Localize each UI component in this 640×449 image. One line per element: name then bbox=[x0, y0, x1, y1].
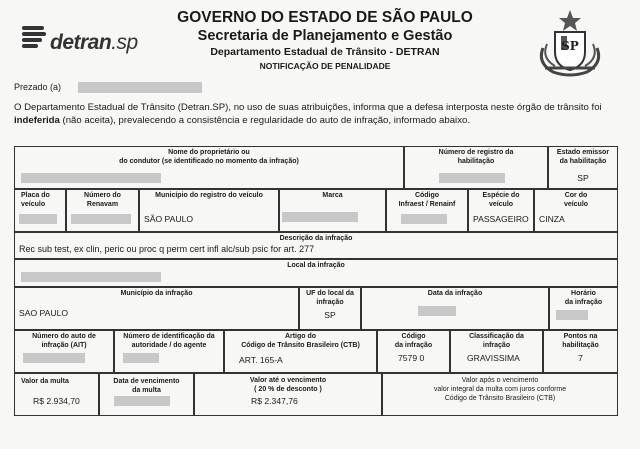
codigo-infracao-value: 7579 0 bbox=[398, 353, 425, 363]
redacted-vencimento bbox=[114, 396, 170, 406]
redacted-placa bbox=[19, 214, 57, 224]
artigo-value: ART. 165-A bbox=[239, 355, 283, 365]
renavam-cell: Número do Renavam bbox=[66, 189, 139, 232]
artigo-cell: Artigo do Código de Trânsito Brasileiro (CTB) ART. 165-A bbox=[224, 330, 377, 373]
intro-paragraph: O Departamento Estadual de Trânsito (Detran.SP), no uso de suas atribuições, informa que a defesa interposta neste órgão de trânsito foi indeferida (não aceita), prevalecendo a consistência e regularidade do auto de infração, informado abaixo. bbox=[14, 102, 602, 126]
classificacao-cell: Classificação da infração GRAVISSIMA bbox=[450, 330, 543, 373]
uf-value: SP bbox=[324, 310, 336, 320]
redacted-local bbox=[21, 272, 161, 282]
valor-desconto-cell: Valor até o vencimento ( 20 % de desconto ) R$ 2.347,76 bbox=[194, 373, 382, 416]
redacted-recipient-name bbox=[78, 82, 202, 93]
document-header bbox=[140, 8, 510, 73]
header-government: GOVERNO DO ESTADO DE SÃO PAULO bbox=[177, 9, 473, 26]
cor-value: CINZA bbox=[539, 214, 565, 224]
estado-value: SP bbox=[577, 173, 589, 183]
redacted-horario bbox=[556, 310, 588, 320]
uf-cell: UF do local da infração SP bbox=[299, 287, 361, 330]
auto-cell: Número do auto de infração (AIT) bbox=[14, 330, 114, 373]
municipio-infracao-value: SAO PAULO bbox=[19, 308, 69, 318]
classificacao-value: GRAVISSIMA bbox=[467, 353, 520, 363]
detran-logo-mark-icon bbox=[22, 26, 48, 52]
cor-cell: Cor do veículo CINZA bbox=[534, 189, 618, 232]
detran-logo bbox=[22, 24, 144, 62]
redacted-registro bbox=[439, 173, 505, 183]
sp-coat-of-arms-icon bbox=[533, 8, 607, 78]
registro-cell: Número de registro da habilitação bbox=[404, 146, 548, 189]
redacted-owner-name bbox=[21, 173, 161, 183]
detran-logo-text: detran.sp bbox=[50, 31, 138, 54]
agente-cell: Número de identificação da autoridade / do agente bbox=[114, 330, 224, 373]
estado-cell: Estado emissor da habilitação SP bbox=[548, 146, 618, 189]
owner-cell: Nome do proprietário ou do condutor (se identificado no momento da infração) bbox=[14, 146, 404, 189]
redacted-auto bbox=[23, 353, 85, 363]
redacted-data-infracao bbox=[418, 306, 456, 316]
valor-desconto-value: R$ 2.347,76 bbox=[251, 396, 298, 406]
local-cell: Local da infração bbox=[14, 259, 618, 287]
municipio-infracao-cell: Município da infração SAO PAULO bbox=[14, 287, 299, 330]
redacted-agente bbox=[123, 353, 159, 363]
data-infracao-cell: Data da infração bbox=[361, 287, 549, 330]
redacted-renavam bbox=[71, 214, 131, 224]
valor-multa-value: R$ 2.934,70 bbox=[33, 396, 80, 406]
header-department: Departamento Estadual de Trânsito - DETRAN bbox=[210, 46, 440, 58]
header-notification-title: NOTIFICAÇÃO DE PENALIDADE bbox=[259, 61, 391, 71]
header-secretaria: Secretaria de Planejamento e Gestão bbox=[197, 28, 453, 44]
vencimento-cell: Data de vencimento da multa bbox=[99, 373, 194, 416]
codigo-cell: Código Infraest / Renainf bbox=[386, 189, 468, 232]
greeting-label: Prezado (a) bbox=[14, 82, 62, 92]
valor-apos-cell: Valor após o vencimento valor integral da multa com juros conforme Código de Trânsito Brasileiro (CTB) bbox=[382, 373, 618, 416]
penalty-form bbox=[14, 146, 618, 417]
descricao-cell: Descrição da infração Rec sub test, ex clin, peric ou proc q perm cert infl alc/sub psic for art. 277 bbox=[14, 232, 618, 259]
redacted-codigo bbox=[401, 214, 447, 224]
pontos-cell: Pontos na habilitação 7 bbox=[543, 330, 618, 373]
municipio-registro-cell: Município do registro do veículo SÃO PAULO bbox=[139, 189, 279, 232]
pontos-value: 7 bbox=[578, 353, 583, 363]
codigo-infracao-cell: Código da infração 7579 0 bbox=[377, 330, 450, 373]
especie-cell: Espécie do veículo PASSAGEIRO bbox=[468, 189, 534, 232]
placa-cell: Placa do veículo bbox=[14, 189, 66, 232]
municipio-registro-value: SÃO PAULO bbox=[144, 214, 194, 224]
marca-cell: Marca bbox=[279, 189, 386, 232]
svg-text:SP: SP bbox=[561, 39, 579, 53]
valor-multa-cell: Valor da multa R$ 2.934,70 bbox=[14, 373, 99, 416]
especie-value: PASSAGEIRO bbox=[473, 214, 529, 224]
intro-indeferida: indeferida bbox=[14, 115, 60, 126]
horario-cell: Horário da infração bbox=[549, 287, 618, 330]
descricao-value: Rec sub test, ex clin, peric ou proc q perm cert infl alc/sub psic for art. 277 bbox=[19, 244, 315, 254]
redacted-marca bbox=[282, 212, 358, 222]
greeting bbox=[14, 82, 202, 93]
